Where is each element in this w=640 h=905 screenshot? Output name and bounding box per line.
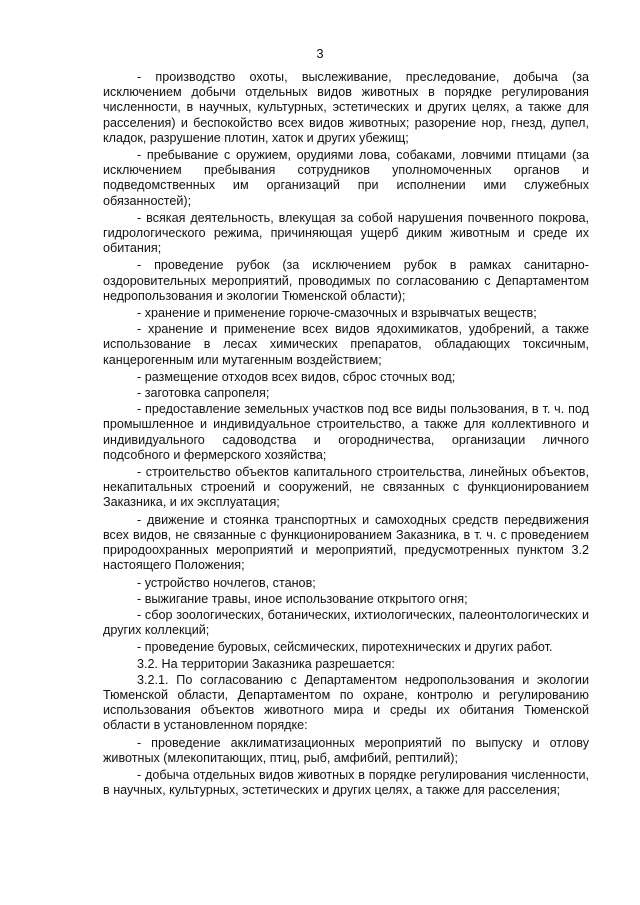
- paragraph: - производство охоты, выслеживание, преследование, добыча (за исключением добычи отдельных видов животных в порядке регулирования численности, в научных, культурных, эстетических и других целях, а также для расселения) и беспокойство всех видов животных; разорение нор, гнезд, дупел, кладок, разрушение плотин, хаток и других убежищ;: [103, 70, 589, 145]
- paragraph: - заготовка сапропеля;: [137, 386, 270, 401]
- document-body: [103, 70, 589, 800]
- paragraph: - хранение и применение горюче-смазочных и взрывчатых веществ;: [137, 306, 537, 321]
- paragraph: - пребывание с оружием, орудиями лова, собаками, ловчими птицами (за исключением пребывания сотрудников уполномоченных органов и подведомственных им организаций при исполнении ими служебных обязанностей);: [103, 148, 589, 208]
- paragraph: - всякая деятельность, влекущая за собой нарушения почвенного покрова, гидрологического режима, причиняющая ущерб диким животным и среде их обитания;: [103, 210, 589, 256]
- paragraph: - предоставление земельных участков под все виды пользования, в т. ч. под промышленное и индивидуальное строительство, а также для коллективного и индивидуального садоводства и огородничества, организации личного подсобного и фермерского хозяйства;: [103, 402, 589, 462]
- paragraph: - проведение буровых, сейсмических, пиротехнических и других работ.: [137, 640, 553, 655]
- paragraph: - движение и стоянка транспортных и самоходных средств передвижения всех видов, не связанные с функционированием Заказника, в т. ч. с проведением природоохранных мероприятий и мероприятий, предусмотренных пунктом 3.2 настоящего Положения;: [103, 512, 589, 573]
- paragraph: - строительство объектов капитального строительства, линейных объектов, некапитальных строений и сооружений, не связанных с функционированием Заказника, и их эксплуатация;: [103, 465, 589, 510]
- paragraph: 3.2.1. По согласованию с Департаментом недропользования и экологии Тюменской области, Департаментом по охране, контролю и регулированию использования объектов животного мира и среды их обитания Тюменской области в установленном порядке:: [103, 672, 589, 733]
- paragraph: - сбор зоологических, ботанических, ихтиологических, палеонтологических и других коллекций;: [103, 607, 589, 638]
- paragraph: - добыча отдельных видов животных в порядке регулирования численности, в научных, культурных, эстетических и других целях, а также для расселения;: [103, 767, 589, 798]
- paragraph: - устройство ночлегов, станов;: [137, 575, 316, 590]
- paragraph: - проведение рубок (за исключением рубок в рамках санитарно-оздоровительных мероприятий, проводимых по согласованию с Департаментом недропользования и экологии Тюменской области);: [103, 258, 589, 303]
- paragraph: - хранение и применение всех видов ядохимикатов, удобрений, а также использование в лесах химических препаратов, обладающих токсичным, канцерогенным или мутагенным воздействием;: [103, 322, 589, 367]
- section-heading: 3.2. На территории Заказника разрешается:: [137, 656, 395, 671]
- paragraph: - размещение отходов всех видов, сброс сточных вод;: [137, 369, 456, 384]
- page-number: 3: [316, 46, 324, 61]
- paragraph: - проведение акклиматизационных мероприятий по выпуску и отлову животных (млекопитающих, птиц, рыб, амфибий, рептилий);: [103, 735, 589, 765]
- paragraph: - выжигание травы, иное использование открытого огня;: [137, 591, 468, 606]
